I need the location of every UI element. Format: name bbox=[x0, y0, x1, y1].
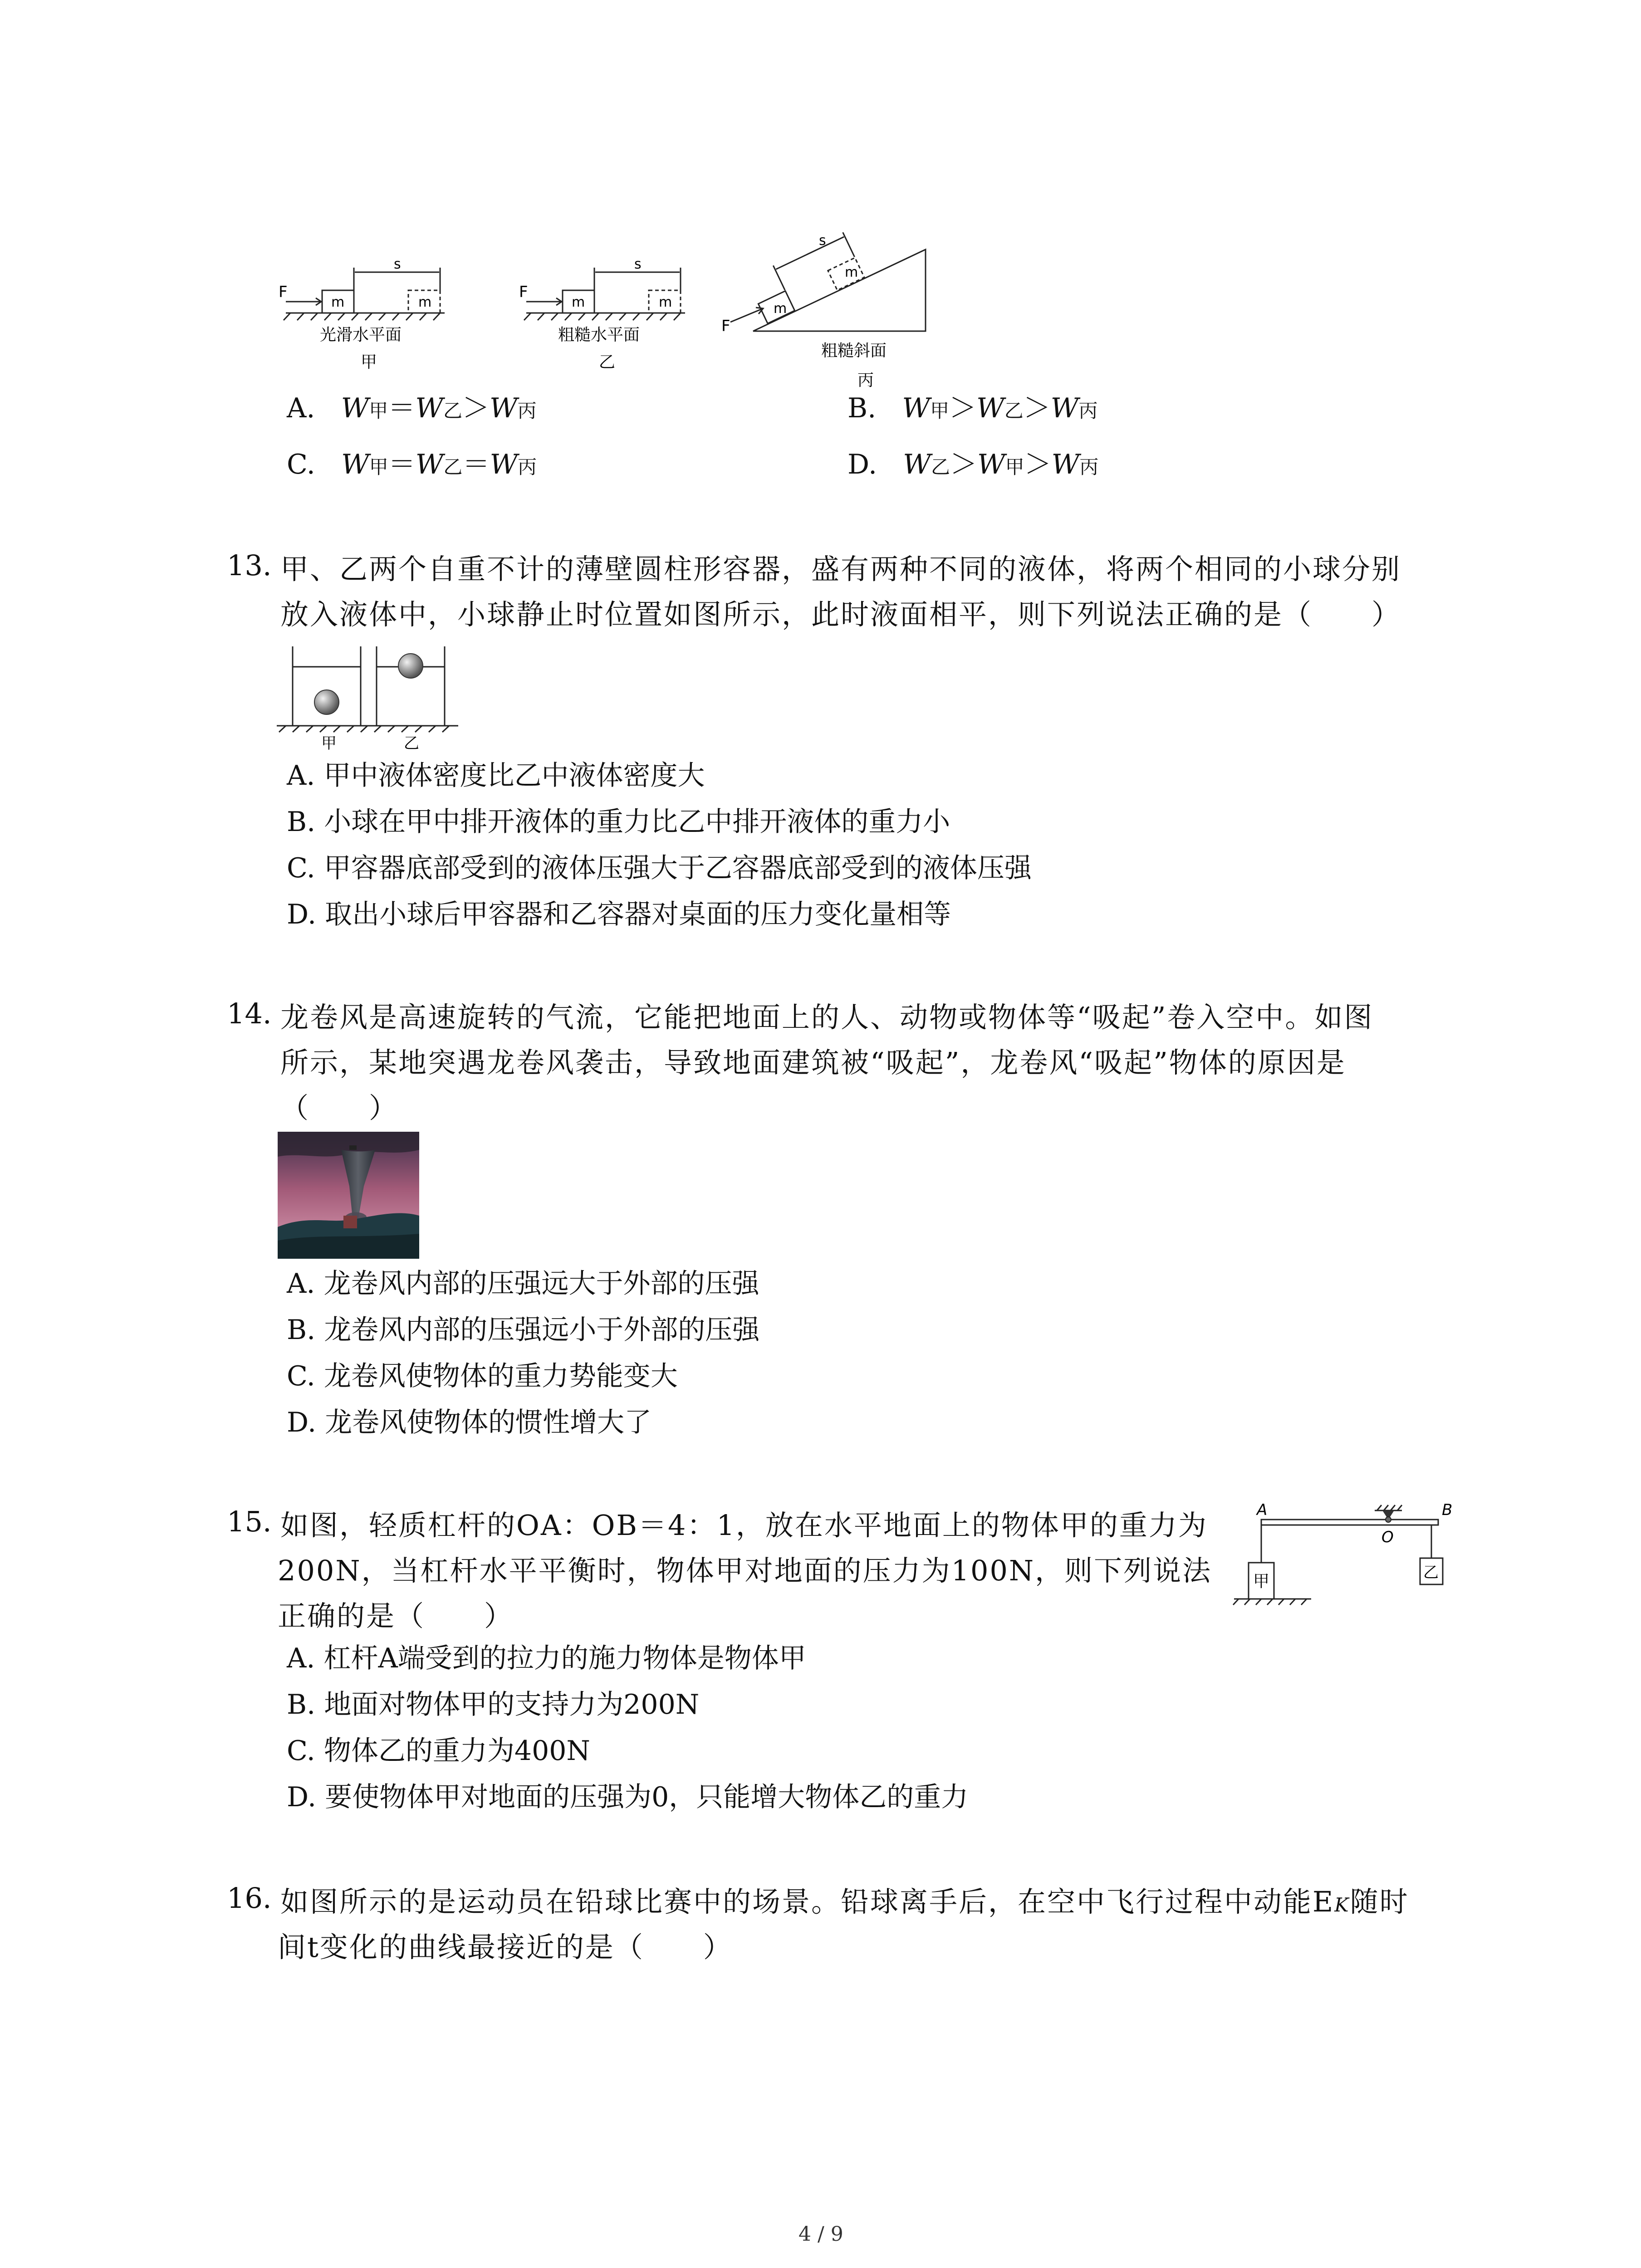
q12-option-d[interactable]: D. W乙＞W甲＞W丙 bbox=[847, 449, 1099, 480]
q14-number: 14. bbox=[227, 997, 272, 1030]
q15-option-b[interactable]: B. 地面对物体甲的支持力为200N bbox=[287, 1689, 700, 1721]
q13-number: 13. bbox=[227, 549, 272, 582]
tornado-photo bbox=[278, 1132, 419, 1259]
q12-caption-a: 光滑水平面 bbox=[320, 326, 402, 344]
q13-option-a[interactable]: A. 甲中液体密度比乙中液体密度大 bbox=[287, 760, 705, 792]
q14-stem-line3: （ ） bbox=[280, 1091, 399, 1124]
q13-ball-yi bbox=[398, 654, 423, 678]
page-number: 4 / 9 bbox=[798, 2223, 843, 2246]
q15-option-c[interactable]: C. 物体乙的重力为400N bbox=[287, 1735, 590, 1767]
q12-label-a: 甲 bbox=[361, 353, 377, 371]
q15-label-yi: 乙 bbox=[1423, 1564, 1439, 1582]
q12-label-b: 乙 bbox=[599, 353, 616, 371]
q12-diagram-a bbox=[284, 268, 445, 320]
q12-mass-label-b: m bbox=[572, 294, 585, 310]
q15-lever-figure bbox=[1225, 1497, 1461, 1615]
q15-stem-line2: 200N，当杠杆水平平衡时，物体甲对地面的压力为100N，则下列说法 bbox=[278, 1554, 1212, 1587]
q15-option-a[interactable]: A. 杠杆A端受到的拉力的施力物体是物体甲 bbox=[287, 1642, 806, 1674]
q12-dist-label-a: s bbox=[394, 256, 401, 272]
q15-stem-line3: 正确的是（ ） bbox=[278, 1599, 514, 1633]
q16-ek-subscript: K bbox=[1334, 1894, 1350, 1916]
q12-figure bbox=[272, 200, 953, 395]
q12-mass-label-c: m bbox=[774, 301, 787, 317]
q12-force-label-a: F bbox=[279, 283, 288, 301]
q13-option-b[interactable]: B. 小球在甲中排开液体的重力比乙中排开液体的重力小 bbox=[287, 806, 950, 838]
q14-option-d[interactable]: D. 龙卷风使物体的惯性增大了 bbox=[287, 1407, 652, 1438]
q12-label-c: 丙 bbox=[857, 371, 874, 390]
q12-dist-label-c: s bbox=[819, 233, 826, 249]
q15-label-b: B bbox=[1442, 1501, 1453, 1519]
q13-stem-line1: 甲、乙两个自重不计的薄壁圆柱形容器，盛有两种不同的液体，将两个相同的小球分别 bbox=[280, 552, 1401, 586]
q12-dist-label-b: s bbox=[634, 256, 642, 272]
q15-number: 15. bbox=[227, 1505, 272, 1538]
q12-diagram-svg bbox=[272, 200, 953, 395]
q12-mass-dashed-b: m bbox=[659, 294, 672, 310]
q13-option-d[interactable]: D. 取出小球后甲容器和乙容器对桌面的压力变化量相等 bbox=[287, 899, 951, 930]
q16-stem-line1-main: 如图所示的是运动员在铅球比赛中的场景。铅球离手后，在空中飞行过程中动能E bbox=[280, 1885, 1335, 1918]
q16-number: 16. bbox=[227, 1882, 272, 1915]
q16-stem-line2: 间t变化的曲线最接近的是（ ） bbox=[278, 1931, 733, 1964]
q16-stem-line1-tail: 随时 bbox=[1350, 1885, 1409, 1918]
q14-stem-line2: 所示，某地突遇龙卷风袭击，导致地面建筑被“吸起”，龙卷风“吸起”物体的原因是 bbox=[280, 1046, 1346, 1079]
q12-mass-dashed-c: m bbox=[845, 264, 858, 280]
tornado-photo-svg bbox=[278, 1132, 419, 1259]
q13-label-yi: 乙 bbox=[404, 734, 419, 753]
q15-label-jia: 甲 bbox=[1253, 1572, 1270, 1591]
q12-mass-dashed-a: m bbox=[418, 294, 432, 310]
q15-stem-line1: 如图，轻质杠杆的OA：OB＝4：1，放在水平地面上的物体甲的重力为 bbox=[280, 1509, 1208, 1542]
q13-option-c[interactable]: C. 甲容器底部受到的液体压强大于乙容器底部受到的液体压强 bbox=[287, 852, 1032, 884]
q12-caption-b: 粗糙水平面 bbox=[558, 326, 640, 344]
q13-diagram-svg bbox=[272, 640, 463, 753]
q12-caption-c: 粗糙斜面 bbox=[821, 342, 887, 360]
q12-force-label-b: F bbox=[519, 283, 528, 301]
q14-stem-line1: 龙卷风是高速旋转的气流，它能把地面上的人、动物或物体等“吸起”卷入空中。如图 bbox=[280, 1001, 1374, 1034]
q12-force-label-c: F bbox=[721, 317, 730, 335]
q12-diagram-b bbox=[524, 268, 685, 320]
q14-option-c[interactable]: C. 龙卷风使物体的重力势能变大 bbox=[287, 1360, 678, 1392]
q15-lever-svg bbox=[1225, 1497, 1461, 1615]
q12-option-c[interactable]: C. W甲＝W乙＝W丙 bbox=[287, 449, 537, 480]
q15-option-d[interactable]: D. 要使物体甲对地面的压强为0，只能增大物体乙的重力 bbox=[287, 1781, 969, 1813]
q15-label-a: A bbox=[1257, 1501, 1268, 1519]
q12-option-b[interactable]: B. W甲＞W乙＞W丙 bbox=[847, 392, 1098, 424]
q13-figure bbox=[272, 640, 463, 753]
q12-option-a[interactable]: A. W甲＝W乙＞W丙 bbox=[287, 392, 537, 424]
q13-label-jia: 甲 bbox=[321, 734, 337, 753]
q12-mass-label-a: m bbox=[331, 294, 345, 310]
q15-label-o: O bbox=[1381, 1528, 1394, 1546]
q14-option-a[interactable]: A. 龙卷风内部的压强远大于外部的压强 bbox=[287, 1268, 759, 1300]
q12-diagram-c bbox=[730, 232, 926, 331]
q16-stem-line1 bbox=[280, 1879, 1505, 1928]
q14-option-b[interactable]: B. 龙卷风内部的压强远小于外部的压强 bbox=[287, 1314, 760, 1346]
tornado-building bbox=[343, 1216, 357, 1228]
q13-stem-line2: 放入液体中，小球静止时位置如图所示，此时液面相平，则下列说法正确的是（ ） bbox=[280, 598, 1401, 631]
q13-ball-jia bbox=[314, 690, 339, 714]
